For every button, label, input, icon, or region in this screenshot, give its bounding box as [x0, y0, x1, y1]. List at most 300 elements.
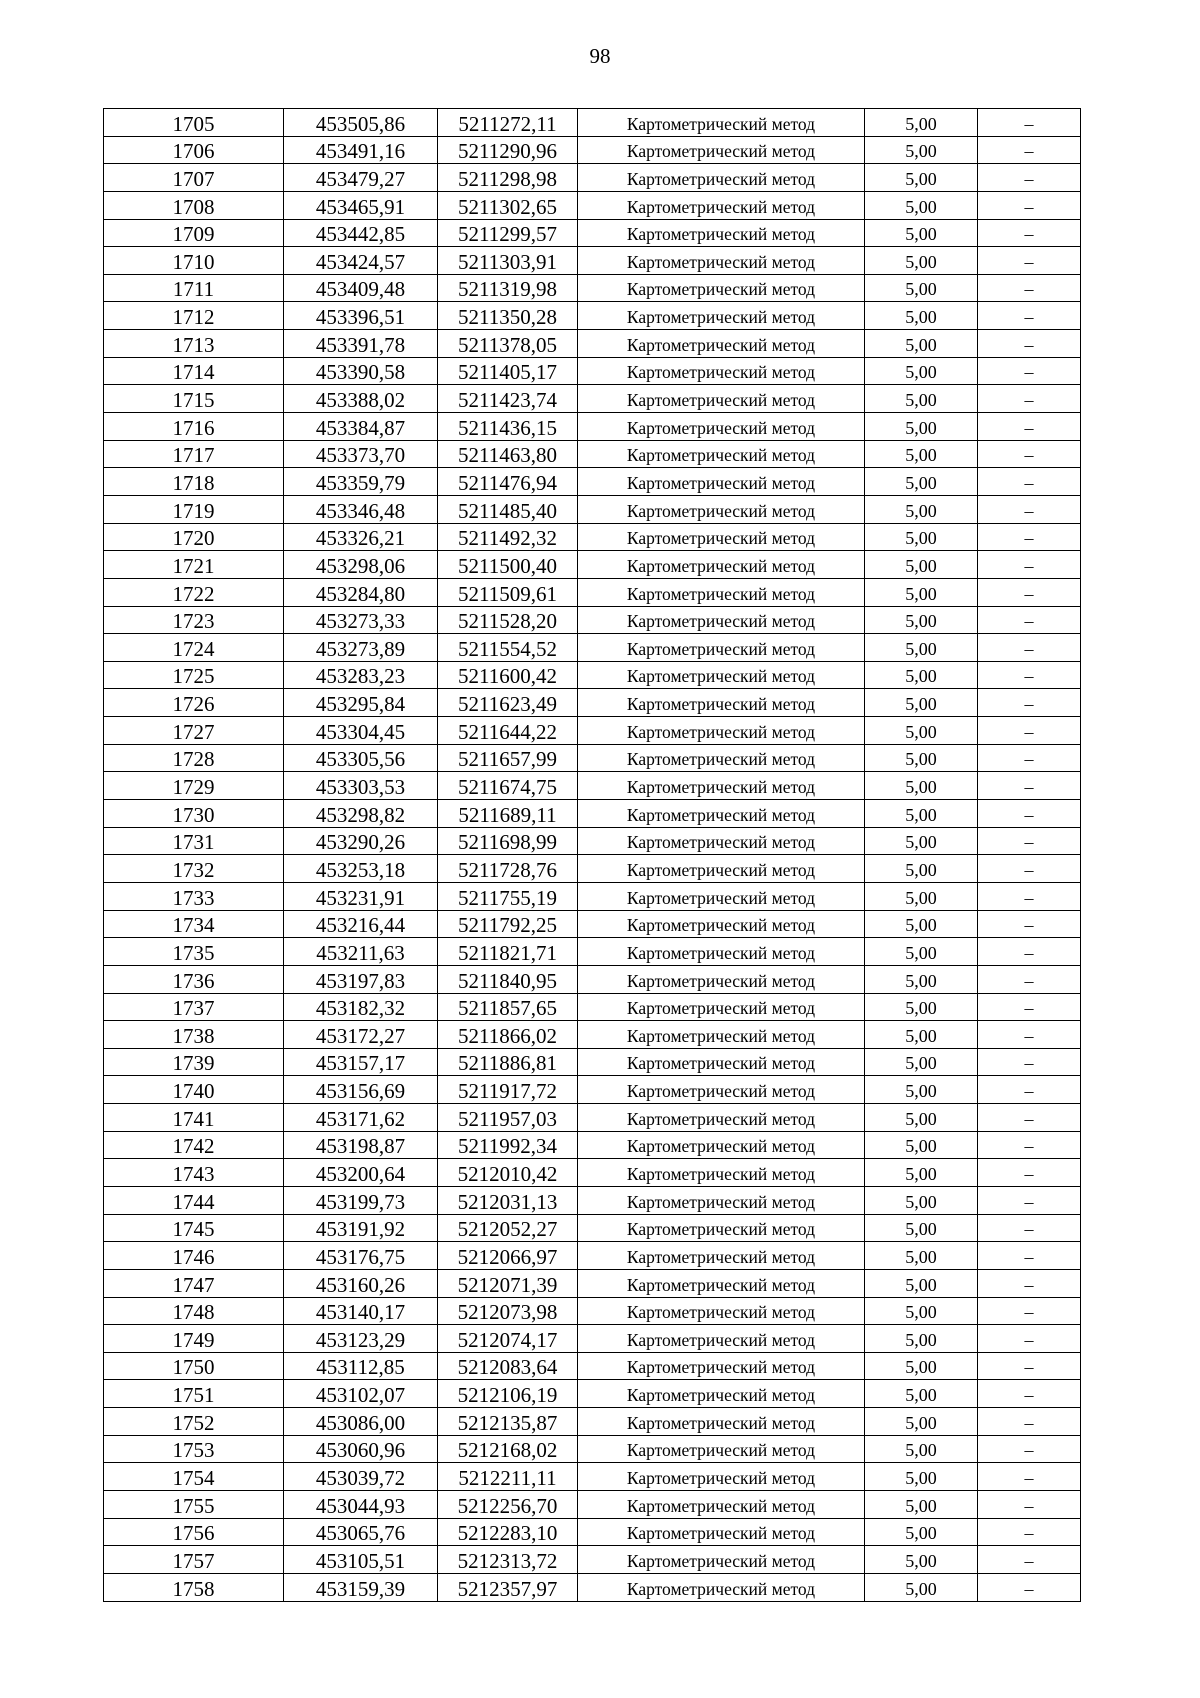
table-row [104, 1546, 1081, 1574]
y-coordinate-cell: 5212073,98 [438, 1297, 578, 1325]
method-cell: Картометрический метод [578, 136, 865, 164]
table-row [104, 1131, 1081, 1159]
note-cell: – [978, 744, 1081, 772]
table-row [104, 855, 1081, 883]
table-row [104, 413, 1081, 441]
accuracy-cell: 5,00 [865, 330, 978, 358]
accuracy-cell: 5,00 [865, 827, 978, 855]
y-coordinate-cell: 5211303,91 [438, 247, 578, 275]
accuracy-cell: 5,00 [865, 109, 978, 137]
table-row [104, 551, 1081, 579]
note-cell: – [978, 357, 1081, 385]
method-cell: Картометрический метод [578, 551, 865, 579]
accuracy-cell: 5,00 [865, 938, 978, 966]
accuracy-cell: 5,00 [865, 965, 978, 993]
note-cell: – [978, 191, 1081, 219]
y-coordinate-cell: 5211857,65 [438, 993, 578, 1021]
accuracy-cell: 5,00 [865, 1021, 978, 1049]
point-number-cell: 1720 [104, 523, 284, 551]
table-row [104, 191, 1081, 219]
method-cell: Картометрический метод [578, 357, 865, 385]
method-cell: Картометрический метод [578, 495, 865, 523]
accuracy-cell: 5,00 [865, 523, 978, 551]
x-coordinate-cell: 453123,29 [284, 1325, 438, 1353]
note-cell: – [978, 413, 1081, 441]
x-coordinate-cell: 453216,44 [284, 910, 438, 938]
point-number-cell: 1731 [104, 827, 284, 855]
point-number-cell: 1716 [104, 413, 284, 441]
note-cell: – [978, 1546, 1081, 1574]
note-cell: – [978, 882, 1081, 910]
accuracy-cell: 5,00 [865, 413, 978, 441]
x-coordinate-cell: 453396,51 [284, 302, 438, 330]
method-cell: Картометрический метод [578, 330, 865, 358]
table-row [104, 164, 1081, 192]
note-cell: – [978, 1159, 1081, 1187]
table-row [104, 1352, 1081, 1380]
point-number-cell: 1709 [104, 219, 284, 247]
note-cell: – [978, 1076, 1081, 1104]
table-row [104, 495, 1081, 523]
x-coordinate-cell: 453505,86 [284, 109, 438, 137]
x-coordinate-cell: 453156,69 [284, 1076, 438, 1104]
method-cell: Картометрический метод [578, 744, 865, 772]
accuracy-cell: 5,00 [865, 440, 978, 468]
note-cell: – [978, 993, 1081, 1021]
table-row [104, 882, 1081, 910]
note-cell: – [978, 1104, 1081, 1132]
x-coordinate-cell: 453359,79 [284, 468, 438, 496]
point-number-cell: 1745 [104, 1214, 284, 1242]
x-coordinate-cell: 453044,93 [284, 1491, 438, 1519]
table-row [104, 385, 1081, 413]
table-row [104, 634, 1081, 662]
accuracy-cell: 5,00 [865, 1297, 978, 1325]
point-number-cell: 1727 [104, 717, 284, 745]
method-cell: Картометрический метод [578, 993, 865, 1021]
accuracy-cell: 5,00 [865, 385, 978, 413]
point-number-cell: 1758 [104, 1573, 284, 1601]
accuracy-cell: 5,00 [865, 1269, 978, 1297]
method-cell: Картометрический метод [578, 965, 865, 993]
method-cell: Картометрический метод [578, 385, 865, 413]
accuracy-cell: 5,00 [865, 302, 978, 330]
table-row [104, 440, 1081, 468]
note-cell: – [978, 1269, 1081, 1297]
method-cell: Картометрический метод [578, 164, 865, 192]
point-number-cell: 1712 [104, 302, 284, 330]
y-coordinate-cell: 5212313,72 [438, 1546, 578, 1574]
table-row [104, 689, 1081, 717]
method-cell: Картометрический метод [578, 1048, 865, 1076]
point-number-cell: 1722 [104, 578, 284, 606]
note-cell: – [978, 1491, 1081, 1519]
note-cell: – [978, 1463, 1081, 1491]
accuracy-cell: 5,00 [865, 495, 978, 523]
table-row [104, 468, 1081, 496]
note-cell: – [978, 1297, 1081, 1325]
x-coordinate-cell: 453284,80 [284, 578, 438, 606]
accuracy-cell: 5,00 [865, 717, 978, 745]
accuracy-cell: 5,00 [865, 1435, 978, 1463]
y-coordinate-cell: 5211298,98 [438, 164, 578, 192]
x-coordinate-cell: 453105,51 [284, 1546, 438, 1574]
accuracy-cell: 5,00 [865, 1325, 978, 1353]
x-coordinate-cell: 453424,57 [284, 247, 438, 275]
table-row [104, 1021, 1081, 1049]
method-cell: Картометрический метод [578, 1435, 865, 1463]
y-coordinate-cell: 5211623,49 [438, 689, 578, 717]
table-row [104, 274, 1081, 302]
y-coordinate-cell: 5211509,61 [438, 578, 578, 606]
method-cell: Картометрический метод [578, 855, 865, 883]
table-row [104, 1325, 1081, 1353]
accuracy-cell: 5,00 [865, 606, 978, 634]
accuracy-cell: 5,00 [865, 274, 978, 302]
x-coordinate-cell: 453065,76 [284, 1518, 438, 1546]
point-number-cell: 1755 [104, 1491, 284, 1519]
method-cell: Картометрический метод [578, 1491, 865, 1519]
point-number-cell: 1729 [104, 772, 284, 800]
point-number-cell: 1747 [104, 1269, 284, 1297]
y-coordinate-cell: 5212010,42 [438, 1159, 578, 1187]
x-coordinate-cell: 453295,84 [284, 689, 438, 717]
y-coordinate-cell: 5212074,17 [438, 1325, 578, 1353]
note-cell: – [978, 661, 1081, 689]
note-cell: – [978, 274, 1081, 302]
table-row [104, 1380, 1081, 1408]
accuracy-cell: 5,00 [865, 744, 978, 772]
method-cell: Картометрический метод [578, 689, 865, 717]
note-cell: – [978, 219, 1081, 247]
method-cell: Картометрический метод [578, 827, 865, 855]
note-cell: – [978, 1214, 1081, 1242]
point-number-cell: 1737 [104, 993, 284, 1021]
table-row [104, 1297, 1081, 1325]
x-coordinate-cell: 453304,45 [284, 717, 438, 745]
method-cell: Картометрический метод [578, 634, 865, 662]
point-number-cell: 1706 [104, 136, 284, 164]
x-coordinate-cell: 453305,56 [284, 744, 438, 772]
x-coordinate-cell: 453039,72 [284, 1463, 438, 1491]
table-row [104, 993, 1081, 1021]
x-coordinate-cell: 453346,48 [284, 495, 438, 523]
table-row [104, 136, 1081, 164]
x-coordinate-cell: 453197,83 [284, 965, 438, 993]
y-coordinate-cell: 5211350,28 [438, 302, 578, 330]
page-number: 98 [589, 44, 611, 68]
point-number-cell: 1736 [104, 965, 284, 993]
note-cell: – [978, 495, 1081, 523]
point-number-cell: 1714 [104, 357, 284, 385]
point-number-cell: 1715 [104, 385, 284, 413]
point-number-cell: 1740 [104, 1076, 284, 1104]
point-number-cell: 1743 [104, 1159, 284, 1187]
table-row [104, 1242, 1081, 1270]
accuracy-cell: 5,00 [865, 882, 978, 910]
table-row [104, 965, 1081, 993]
x-coordinate-cell: 453373,70 [284, 440, 438, 468]
point-number-cell: 1726 [104, 689, 284, 717]
y-coordinate-cell: 5211378,05 [438, 330, 578, 358]
point-number-cell: 1754 [104, 1463, 284, 1491]
x-coordinate-cell: 453172,27 [284, 1021, 438, 1049]
note-cell: – [978, 551, 1081, 579]
accuracy-cell: 5,00 [865, 689, 978, 717]
method-cell: Картометрический метод [578, 1269, 865, 1297]
y-coordinate-cell: 5211463,80 [438, 440, 578, 468]
method-cell: Картометрический метод [578, 1131, 865, 1159]
point-number-cell: 1741 [104, 1104, 284, 1132]
note-cell: – [978, 523, 1081, 551]
x-coordinate-cell: 453171,62 [284, 1104, 438, 1132]
method-cell: Картометрический метод [578, 1076, 865, 1104]
table-body [104, 109, 1081, 1602]
note-cell: – [978, 330, 1081, 358]
accuracy-cell: 5,00 [865, 1242, 978, 1270]
point-number-cell: 1708 [104, 191, 284, 219]
x-coordinate-cell: 453159,39 [284, 1573, 438, 1601]
note-cell: – [978, 1352, 1081, 1380]
point-number-cell: 1717 [104, 440, 284, 468]
method-cell: Картометрический метод [578, 247, 865, 275]
method-cell: Картометрический метод [578, 1463, 865, 1491]
y-coordinate-cell: 5211405,17 [438, 357, 578, 385]
y-coordinate-cell: 5211957,03 [438, 1104, 578, 1132]
method-cell: Картометрический метод [578, 578, 865, 606]
point-number-cell: 1748 [104, 1297, 284, 1325]
method-cell: Картометрический метод [578, 910, 865, 938]
method-cell: Картометрический метод [578, 440, 865, 468]
accuracy-cell: 5,00 [865, 1518, 978, 1546]
x-coordinate-cell: 453231,91 [284, 882, 438, 910]
point-number-cell: 1705 [104, 109, 284, 137]
table-row [104, 109, 1081, 137]
x-coordinate-cell: 453479,27 [284, 164, 438, 192]
x-coordinate-cell: 453326,21 [284, 523, 438, 551]
point-number-cell: 1757 [104, 1546, 284, 1574]
table-row [104, 1104, 1081, 1132]
x-coordinate-cell: 453465,91 [284, 191, 438, 219]
y-coordinate-cell: 5211600,42 [438, 661, 578, 689]
method-cell: Картометрический метод [578, 1297, 865, 1325]
method-cell: Картометрический метод [578, 938, 865, 966]
x-coordinate-cell: 453388,02 [284, 385, 438, 413]
table-row [104, 717, 1081, 745]
note-cell: – [978, 136, 1081, 164]
y-coordinate-cell: 5211554,52 [438, 634, 578, 662]
y-coordinate-cell: 5211436,15 [438, 413, 578, 441]
method-cell: Картометрический метод [578, 606, 865, 634]
point-number-cell: 1752 [104, 1408, 284, 1436]
method-cell: Картометрический метод [578, 1186, 865, 1214]
x-coordinate-cell: 453086,00 [284, 1408, 438, 1436]
y-coordinate-cell: 5211492,32 [438, 523, 578, 551]
note-cell: – [978, 855, 1081, 883]
table-row [104, 744, 1081, 772]
method-cell: Картометрический метод [578, 274, 865, 302]
accuracy-cell: 5,00 [865, 993, 978, 1021]
point-number-cell: 1711 [104, 274, 284, 302]
y-coordinate-cell: 5212283,10 [438, 1518, 578, 1546]
y-coordinate-cell: 5212168,02 [438, 1435, 578, 1463]
note-cell: – [978, 302, 1081, 330]
table-row [104, 1491, 1081, 1519]
x-coordinate-cell: 453273,33 [284, 606, 438, 634]
method-cell: Картометрический метод [578, 661, 865, 689]
x-coordinate-cell: 453102,07 [284, 1380, 438, 1408]
accuracy-cell: 5,00 [865, 1463, 978, 1491]
note-cell: – [978, 689, 1081, 717]
accuracy-cell: 5,00 [865, 164, 978, 192]
accuracy-cell: 5,00 [865, 468, 978, 496]
y-coordinate-cell: 5212071,39 [438, 1269, 578, 1297]
method-cell: Картометрический метод [578, 1380, 865, 1408]
table-row [104, 772, 1081, 800]
point-number-cell: 1721 [104, 551, 284, 579]
point-number-cell: 1739 [104, 1048, 284, 1076]
accuracy-cell: 5,00 [865, 772, 978, 800]
note-cell: – [978, 938, 1081, 966]
method-cell: Картометрический метод [578, 772, 865, 800]
accuracy-cell: 5,00 [865, 136, 978, 164]
point-number-cell: 1732 [104, 855, 284, 883]
x-coordinate-cell: 453200,64 [284, 1159, 438, 1187]
accuracy-cell: 5,00 [865, 191, 978, 219]
y-coordinate-cell: 5211755,19 [438, 882, 578, 910]
x-coordinate-cell: 453303,53 [284, 772, 438, 800]
method-cell: Картометрический метод [578, 219, 865, 247]
x-coordinate-cell: 453409,48 [284, 274, 438, 302]
x-coordinate-cell: 453273,89 [284, 634, 438, 662]
y-coordinate-cell: 5212083,64 [438, 1352, 578, 1380]
table-row [104, 606, 1081, 634]
x-coordinate-cell: 453198,87 [284, 1131, 438, 1159]
accuracy-cell: 5,00 [865, 1214, 978, 1242]
accuracy-cell: 5,00 [865, 578, 978, 606]
y-coordinate-cell: 5211917,72 [438, 1076, 578, 1104]
point-number-cell: 1744 [104, 1186, 284, 1214]
note-cell: – [978, 247, 1081, 275]
note-cell: – [978, 772, 1081, 800]
table-row [104, 1214, 1081, 1242]
x-coordinate-cell: 453253,18 [284, 855, 438, 883]
y-coordinate-cell: 5211840,95 [438, 965, 578, 993]
y-coordinate-cell: 5211821,71 [438, 938, 578, 966]
table-row [104, 1048, 1081, 1076]
method-cell: Картометрический метод [578, 1325, 865, 1353]
accuracy-cell: 5,00 [865, 855, 978, 883]
method-cell: Картометрический метод [578, 882, 865, 910]
note-cell: – [978, 827, 1081, 855]
point-number-cell: 1730 [104, 800, 284, 828]
y-coordinate-cell: 5211290,96 [438, 136, 578, 164]
note-cell: – [978, 965, 1081, 993]
note-cell: – [978, 1435, 1081, 1463]
y-coordinate-cell: 5211500,40 [438, 551, 578, 579]
x-coordinate-cell: 453391,78 [284, 330, 438, 358]
y-coordinate-cell: 5211302,65 [438, 191, 578, 219]
method-cell: Картометрический метод [578, 523, 865, 551]
accuracy-cell: 5,00 [865, 661, 978, 689]
point-number-cell: 1746 [104, 1242, 284, 1270]
table-row [104, 938, 1081, 966]
x-coordinate-cell: 453491,16 [284, 136, 438, 164]
accuracy-cell: 5,00 [865, 357, 978, 385]
accuracy-cell: 5,00 [865, 1048, 978, 1076]
table-row [104, 330, 1081, 358]
table-row [104, 1573, 1081, 1601]
method-cell: Картометрический метод [578, 717, 865, 745]
note-cell: – [978, 440, 1081, 468]
y-coordinate-cell: 5212106,19 [438, 1380, 578, 1408]
point-number-cell: 1749 [104, 1325, 284, 1353]
table-row [104, 357, 1081, 385]
accuracy-cell: 5,00 [865, 1573, 978, 1601]
point-number-cell: 1734 [104, 910, 284, 938]
note-cell: – [978, 109, 1081, 137]
y-coordinate-cell: 5211689,11 [438, 800, 578, 828]
table-row [104, 1269, 1081, 1297]
x-coordinate-cell: 453211,63 [284, 938, 438, 966]
note-cell: – [978, 385, 1081, 413]
point-number-cell: 1710 [104, 247, 284, 275]
accuracy-cell: 5,00 [865, 1186, 978, 1214]
table-row [104, 302, 1081, 330]
point-number-cell: 1719 [104, 495, 284, 523]
accuracy-cell: 5,00 [865, 1104, 978, 1132]
accuracy-cell: 5,00 [865, 634, 978, 662]
point-number-cell: 1728 [104, 744, 284, 772]
method-cell: Картометрический метод [578, 1214, 865, 1242]
accuracy-cell: 5,00 [865, 1408, 978, 1436]
note-cell: – [978, 1242, 1081, 1270]
y-coordinate-cell: 5211886,81 [438, 1048, 578, 1076]
y-coordinate-cell: 5212357,97 [438, 1573, 578, 1601]
method-cell: Картометрический метод [578, 1518, 865, 1546]
note-cell: – [978, 578, 1081, 606]
y-coordinate-cell: 5212066,97 [438, 1242, 578, 1270]
point-number-cell: 1738 [104, 1021, 284, 1049]
point-number-cell: 1756 [104, 1518, 284, 1546]
table-row [104, 1186, 1081, 1214]
accuracy-cell: 5,00 [865, 1352, 978, 1380]
x-coordinate-cell: 453390,58 [284, 357, 438, 385]
note-cell: – [978, 606, 1081, 634]
method-cell: Картометрический метод [578, 800, 865, 828]
note-cell: – [978, 634, 1081, 662]
method-cell: Картометрический метод [578, 413, 865, 441]
x-coordinate-cell: 453298,82 [284, 800, 438, 828]
x-coordinate-cell: 453191,92 [284, 1214, 438, 1242]
point-number-cell: 1707 [104, 164, 284, 192]
table-row [104, 910, 1081, 938]
point-number-cell: 1750 [104, 1352, 284, 1380]
table-row [104, 1463, 1081, 1491]
y-coordinate-cell: 5211644,22 [438, 717, 578, 745]
y-coordinate-cell: 5211674,75 [438, 772, 578, 800]
accuracy-cell: 5,00 [865, 800, 978, 828]
table-row [104, 661, 1081, 689]
y-coordinate-cell: 5211698,99 [438, 827, 578, 855]
y-coordinate-cell: 5211657,99 [438, 744, 578, 772]
y-coordinate-cell: 5211728,76 [438, 855, 578, 883]
accuracy-cell: 5,00 [865, 1159, 978, 1187]
x-coordinate-cell: 453384,87 [284, 413, 438, 441]
point-number-cell: 1735 [104, 938, 284, 966]
table-row [104, 247, 1081, 275]
note-cell: – [978, 1186, 1081, 1214]
